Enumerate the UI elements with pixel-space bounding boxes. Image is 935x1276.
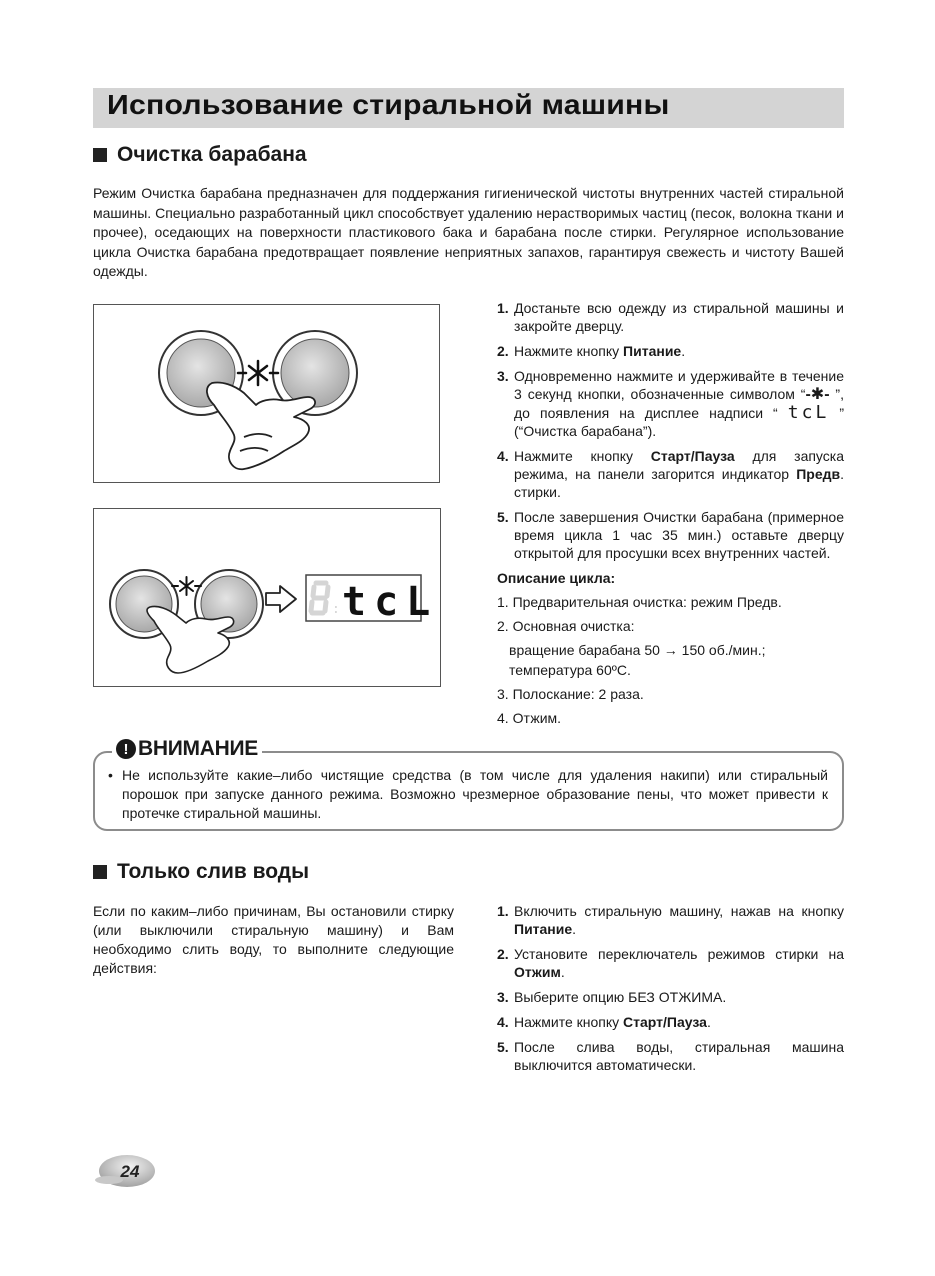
arrow-right-icon [266, 586, 296, 612]
figure-press-buttons [93, 304, 440, 483]
cycle-line: 1. Предварительная очистка: режим Предв. [497, 594, 782, 610]
list-item: 2. Нажмите кнопку Питание. [497, 343, 686, 359]
display-readout: tcL [342, 579, 439, 625]
square-bullet-icon [93, 865, 107, 879]
square-bullet-icon [93, 148, 107, 162]
warning-title: ВНИМАНИЕ [138, 737, 258, 760]
list-item: 5. После завершения Очистки барабана (примерное время цикла 1 час 35 мин.) оставьте дверцу открытой для просушки всех внутренних частей. [497, 509, 844, 561]
drum-clean-steps [497, 299, 844, 733]
warning-text: • Не используйте какие–либо чистящие средства (в том числе для удаления накипи) или стиральный порошок при запуске данного режима. Возможно чрезмерное образование пены, что может привести к протечке стиральной машины. [108, 767, 828, 821]
cycle-subline: вращение барабана 50 → 150 об./мин.; [509, 642, 766, 658]
page-title: Использование стиральной машины [107, 89, 670, 120]
list-item: 3. Выберите опцию БЕЗ ОТЖИМА. [497, 989, 727, 1005]
section-title: Только слив воды [117, 860, 310, 883]
list-item: 3. Одновременно нажмите и удерживайте в течение 3 секунд кнопки, обозначенные символом “-✱- ”, до появления на дисплее надписи “ tcL ” (“Очистка барабана”). [497, 368, 844, 439]
list-item: 5. После слива воды, стиральная машина выключится автоматически. [497, 1039, 844, 1073]
hand-pressing-buttons-illustration [94, 305, 439, 482]
list-item: 4. Нажмите кнопку Старт/Пауза. [497, 1014, 711, 1030]
snowflake-symbol-icon [238, 361, 278, 385]
display-colon: : [332, 602, 340, 617]
cycle-line: 4. Отжим. [497, 710, 562, 726]
section-heading-drain [93, 860, 309, 884]
bullet-icon: • [108, 767, 113, 783]
list-item: 4. Нажмите кнопку Старт/Пауза для запуска режима, на панели загорится индикатор Предв. стирки. [497, 448, 844, 500]
drain-steps [497, 902, 844, 1081]
warning-label [112, 737, 262, 761]
exclamation-icon: ! [116, 739, 136, 759]
power-button-label: Питание [623, 343, 682, 359]
snowflake-symbol-icon: -✱- [805, 386, 830, 403]
cycle-subline: температура 60ºC. [509, 662, 631, 678]
figure-press-buttons-display [93, 508, 441, 687]
cycle-line: 2. Основная очистка: [497, 618, 635, 634]
list-item: 1. Достаньте всю одежду из стиральной машины и закройте дверцу. [497, 300, 844, 334]
section-title: Очистка барабана [117, 143, 307, 166]
display-code: tcL [787, 402, 830, 423]
drum-clean-intro: Режим Очистка барабана предназначен для поддержания гигиенической чистоты внутренних частей стиральной машины. Специально разработанный цикл способствует удалению нерастворимых частиц (песок, волокна ткани и прочее), оседающих на поверхности пластикового бака и барабана после стирки. Регулярное использование цикла Очистка барабана предотвращает появление неприятных запахов, гарантируя свежесть и чистоту Вашей одежды. [93, 185, 844, 279]
page-title-bar [93, 88, 844, 128]
list-item: 2. Установите переключатель режимов стирки на Отжим. [497, 946, 844, 980]
buttons-and-display-illustration [94, 509, 440, 686]
cycle-line: 3. Полоскание: 2 раза. [497, 686, 644, 702]
list-item: 1. Включить стиральную машину, нажав на кнопку Питание. [497, 903, 844, 937]
page-number: 24 [120, 1162, 140, 1181]
section-heading-drum-clean [93, 143, 307, 167]
cycle-description-title: Описание цикла: [497, 570, 616, 586]
page-number-badge [93, 1152, 157, 1195]
drain-intro: Если по каким–либо причинам, Вы остановили стирку (или выключили стиральную машину) и Вам необходимо слить воду, то выполните следующие действия: [93, 903, 454, 976]
